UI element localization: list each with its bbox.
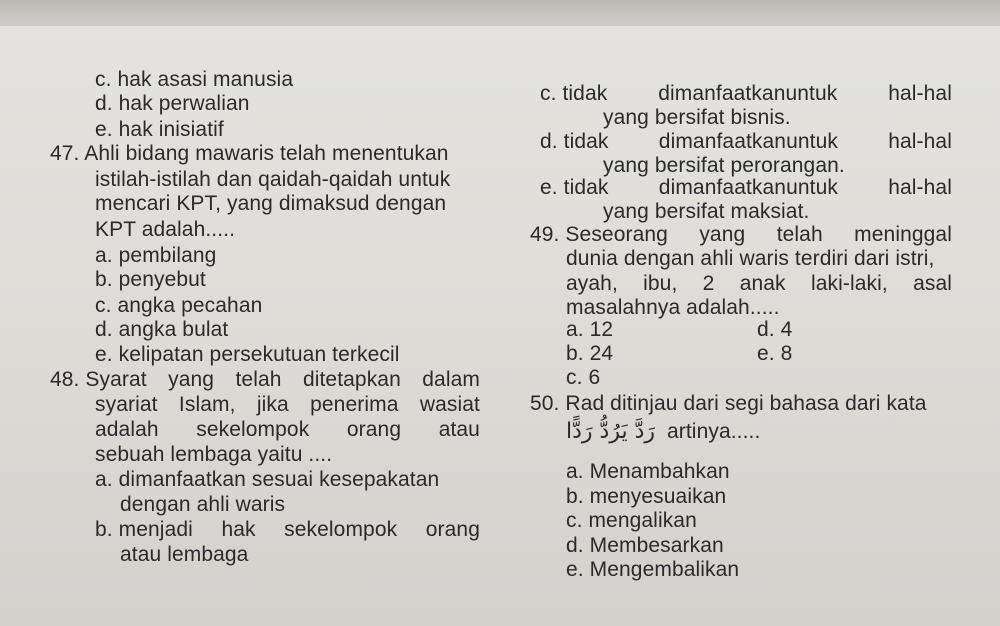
q48-stem-line-1 (50, 368, 480, 392)
q49-option-e: e. 8 (757, 342, 793, 365)
q50-option-a: a. Menambahkan (566, 460, 730, 483)
word: telah (776, 223, 823, 246)
word: yang (168, 368, 215, 391)
word: Islam, (178, 393, 236, 416)
q49-stem-line-3 (566, 272, 952, 296)
word: jika (256, 393, 289, 416)
word: 2 (702, 272, 715, 295)
word: meninggal (854, 223, 952, 246)
q48-option-e-line-1 (540, 176, 952, 200)
q47-stem-line-1: 47. Ahli bidang mawaris telah menentukan (50, 142, 449, 165)
word: hal-hal (888, 176, 952, 199)
word: anak (739, 272, 786, 295)
q50-stem-line-1: 50. Rad ditinjau dari segi bahasa dari kata (530, 392, 927, 415)
q48-option-d-line-1 (540, 130, 952, 154)
q48-option-c-line-1 (540, 82, 952, 106)
word: orang (346, 418, 402, 441)
q48-stem-line-4: sebuah lembaga yaitu .... (95, 443, 333, 466)
q46-option-c: c. hak asasi manusia (95, 68, 294, 91)
q47-stem-line-3: mencari KPT, yang dimaksud dengan (95, 192, 447, 215)
q46-option-e: e. hak inisiatif (95, 118, 224, 141)
word: atau (438, 418, 480, 441)
q48-option-a-line-2: dengan ahli waris (120, 493, 286, 516)
q49-stem-line-2: dunia dengan ahli waris terdiri dari istri, (566, 247, 935, 270)
word: telah (235, 368, 282, 391)
q48-option-a-line-1: a. dimanfaatkan sesuai kesepakatan (95, 468, 440, 491)
artinya-text: artinya..... (667, 420, 761, 443)
q49-option-d: d. 4 (757, 318, 793, 341)
word: 48. Syarat (50, 368, 147, 391)
word: 49. Seseorang (530, 223, 668, 246)
word: orang (425, 518, 480, 541)
q49-option-a: a. 12 (566, 318, 614, 341)
word: adalah (95, 418, 159, 441)
q48-option-b-line-2: atau lembaga (120, 543, 249, 566)
arabic-word: رَدَّ يَرُدُّ رَدًّا (566, 419, 655, 444)
q47-option-b: b. penyebut (95, 268, 206, 291)
word: asal (913, 272, 952, 295)
q49-stem-line-1 (530, 223, 952, 247)
q47-option-e: e. kelipatan persekutuan terkecil (95, 343, 400, 366)
word: ayah, (566, 272, 618, 295)
word: penerima (310, 393, 399, 416)
word: b. menjadi (95, 518, 193, 541)
word: dimanfaatkanuntuk (658, 176, 838, 199)
word: hal-hal (888, 82, 952, 105)
q50-option-b: b. menyesuaikan (566, 485, 727, 508)
word: dimanfaatkanuntuk (658, 130, 838, 153)
q50-stem-line-2 (566, 420, 760, 444)
word: laki-laki, (810, 272, 888, 295)
word: syariat (95, 393, 158, 416)
word: yang (699, 223, 746, 246)
word: c. tidak (540, 82, 608, 105)
word: wasiat (419, 393, 480, 416)
word: e. tidak (540, 176, 609, 199)
q50-option-c: c. mengalikan (566, 509, 697, 532)
q50-option-d: d. Membesarkan (566, 534, 724, 557)
q48-option-b-line-1 (95, 518, 480, 542)
q49-option-b: b. 24 (566, 342, 614, 365)
q49-option-c: c. 6 (566, 366, 601, 389)
q47-option-a: a. pembilang (95, 244, 217, 267)
q47-stem-line-2: istilah-istilah dan qaidah-qaidah untuk (95, 168, 451, 191)
q48-option-c-line-2: yang bersifat bisnis. (603, 106, 791, 129)
word: ditetapkan (302, 368, 401, 391)
q48-option-e-line-2: yang bersifat maksiat. (603, 200, 810, 223)
q48-stem-line-2 (95, 393, 480, 417)
q50-option-e: e. Mengembalikan (566, 558, 740, 581)
page-edge-shadow (0, 0, 1000, 26)
word: hak (221, 518, 256, 541)
q48-stem-line-3 (95, 418, 480, 442)
word: dalam (422, 368, 480, 391)
q47-option-d: d. angka bulat (95, 318, 229, 341)
word: sekelompok (196, 418, 310, 441)
word: dimanfaatkanuntuk (658, 82, 838, 105)
q49-stem-line-4: masalahnya adalah..... (566, 296, 780, 319)
word: d. tidak (540, 130, 609, 153)
q47-stem-line-4: KPT adalah..... (95, 218, 236, 241)
word: hal-hal (888, 130, 952, 153)
word: sekelompok (284, 518, 398, 541)
q46-option-d: d. hak perwalian (95, 92, 250, 115)
q48-option-d-line-2: yang bersifat perorangan. (603, 154, 845, 177)
q47-option-c: c. angka pecahan (95, 294, 263, 317)
word: ibu, (643, 272, 678, 295)
